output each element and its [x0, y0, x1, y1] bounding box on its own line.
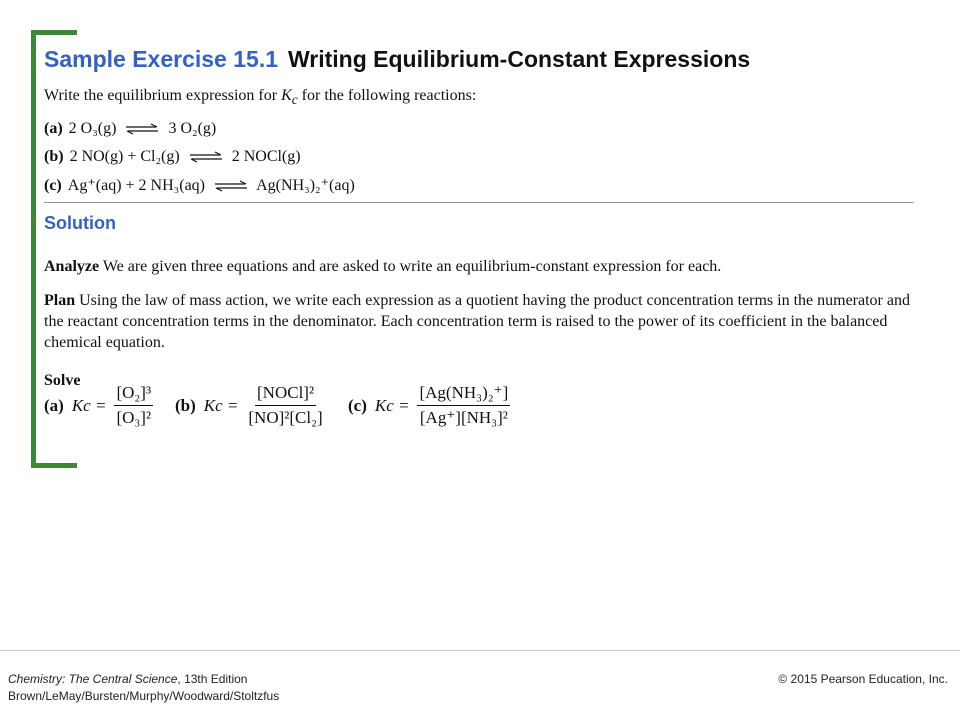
- green-bracket-bottom: [31, 463, 77, 468]
- fraction: $\frac{\text{[Ag(NH₃)₂⁺]}}{\text{[Ag⁺][NH₃]²}}$: [419, 383, 509, 427]
- footer-book: Chemistry: The Central Science, 13th Edition: [8, 672, 248, 686]
- intro-text: Write the equilibrium expression for $K_c$ for the following reactions:: [44, 87, 477, 108]
- analyze-paragraph: Analyze We are given three equations and are asked to write an equilibrium-constant expression for each.: [44, 258, 722, 275]
- footer-divider: [0, 650, 960, 651]
- exercise-topic: Writing Equilibrium-Constant Expressions: [288, 46, 751, 72]
- exercise-number: Sample Exercise 15.1: [44, 46, 278, 72]
- plan-paragraph: Plan Using the law of mass action, we write each expression as a quotient having the product concentration terms in the numerator and the reactant concentration terms in the denominator. Each concentration term is raised to the power of its coefficient in the balanced chemical equation.: [44, 292, 910, 351]
- equilibrium-arrow-icon: [124, 123, 160, 135]
- slide-title: [44, 46, 750, 73]
- expression-a: (a) Kc = $\frac{\text{[O₂]³}}{\text{[O₃]²}}$: [44, 383, 152, 427]
- solution-heading: Solution: [44, 213, 116, 233]
- fraction: $\frac{\text{[NOCl]²}}{\text{[NO]²[Cl₂]}}$: [248, 383, 323, 427]
- solve-label: Solve: [44, 372, 81, 389]
- divider: [44, 202, 914, 203]
- reaction-b: (b) 2 NO(g) + Cl₂(g) 2 NOCl(g): [44, 148, 301, 165]
- expression-c: (c) Kc = $\frac{\text{[Ag(NH₃)₂⁺]}}{\text{[Ag⁺][NH₃]²}}$: [348, 383, 509, 427]
- equilibrium-arrow-icon: [213, 180, 249, 192]
- green-bracket-top: [31, 30, 77, 35]
- reaction-c: (c) Ag⁺(aq) + 2 NH₃(aq) Ag(NH₃)₂⁺(aq): [44, 177, 355, 194]
- footer-copyright: © 2015 Pearson Education, Inc.: [778, 672, 948, 686]
- expression-b: (b) Kc = $\frac{\text{[NOCl]²}}{\text{[NO]²[Cl₂]}}$: [175, 383, 323, 427]
- fraction: $\frac{\text{[O₂]³}}{\text{[O₃]²}}$: [116, 383, 152, 427]
- reaction-a: (a) 2 O₃(g) 3 O₂(g): [44, 120, 217, 137]
- footer-authors: Brown/LeMay/Bursten/Murphy/Woodward/Stoltzfus: [8, 689, 280, 703]
- equilibrium-arrow-icon: [188, 151, 224, 163]
- green-bracket-vertical: [31, 30, 36, 468]
